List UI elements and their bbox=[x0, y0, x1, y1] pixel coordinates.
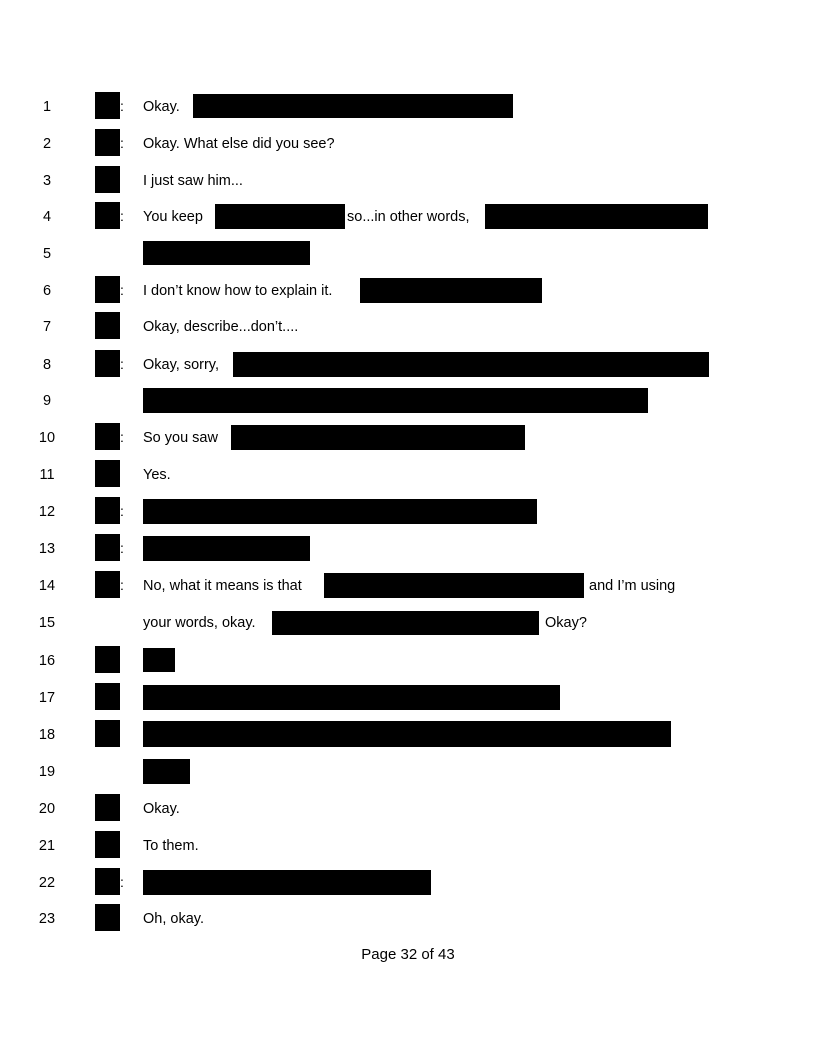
speaker-redaction bbox=[95, 683, 120, 710]
speaker-colon: : bbox=[120, 282, 124, 298]
transcript-line-6 bbox=[0, 276, 816, 306]
line-text: Okay. What else did you see? bbox=[143, 136, 335, 152]
line-text: and I’m using bbox=[589, 578, 676, 594]
speaker-colon: : bbox=[120, 208, 124, 224]
speaker-redaction bbox=[95, 571, 120, 598]
transcript-line-22 bbox=[0, 868, 816, 898]
line-text: I don’t know how to explain it. bbox=[143, 283, 333, 299]
line-number: 23 bbox=[38, 911, 56, 927]
transcript-line-19 bbox=[0, 757, 816, 787]
speaker-redaction bbox=[95, 129, 120, 156]
line-text: Okay. bbox=[143, 99, 180, 115]
transcript-line-4 bbox=[0, 202, 816, 232]
redaction-block bbox=[324, 573, 584, 598]
speaker-redaction bbox=[95, 720, 120, 747]
line-number: 9 bbox=[42, 393, 52, 409]
redaction-block bbox=[143, 499, 537, 524]
speaker-colon: : bbox=[120, 874, 124, 890]
speaker-redaction bbox=[95, 276, 120, 303]
speaker-redaction bbox=[95, 202, 120, 229]
transcript-line-23 bbox=[0, 904, 816, 934]
redaction-block bbox=[193, 94, 513, 118]
line-number: 14 bbox=[38, 578, 56, 594]
transcript-line-7 bbox=[0, 312, 816, 342]
transcript-line-16 bbox=[0, 646, 816, 676]
transcript-line-2 bbox=[0, 129, 816, 159]
speaker-colon: : bbox=[120, 98, 124, 114]
line-number: 1 bbox=[42, 99, 52, 115]
line-text: To them. bbox=[143, 838, 199, 854]
line-text: No, what it means is that bbox=[143, 578, 302, 594]
transcript-line-11 bbox=[0, 460, 816, 490]
transcript-line-20 bbox=[0, 794, 816, 824]
line-number: 10 bbox=[38, 430, 56, 446]
speaker-redaction bbox=[95, 868, 120, 895]
line-number: 20 bbox=[38, 801, 56, 817]
line-number: 8 bbox=[42, 357, 52, 373]
transcript-line-18 bbox=[0, 720, 816, 750]
redaction-block bbox=[143, 648, 175, 672]
speaker-redaction bbox=[95, 794, 120, 821]
redaction-block bbox=[360, 278, 542, 303]
line-number: 2 bbox=[42, 136, 52, 152]
transcript-line-10 bbox=[0, 423, 816, 453]
speaker-redaction bbox=[95, 350, 120, 377]
redaction-block bbox=[143, 759, 190, 784]
speaker-colon: : bbox=[120, 503, 124, 519]
line-number: 7 bbox=[42, 319, 52, 335]
redaction-block bbox=[231, 425, 525, 450]
line-number: 15 bbox=[38, 615, 56, 631]
line-number: 18 bbox=[38, 727, 56, 743]
speaker-redaction bbox=[95, 312, 120, 339]
line-text: I just saw him... bbox=[143, 173, 243, 189]
line-number: 12 bbox=[38, 504, 56, 520]
speaker-redaction bbox=[95, 423, 120, 450]
line-number: 4 bbox=[42, 209, 52, 225]
redaction-block bbox=[272, 611, 539, 635]
line-number: 17 bbox=[38, 690, 56, 706]
redaction-block bbox=[485, 204, 708, 229]
speaker-colon: : bbox=[120, 356, 124, 372]
transcript-line-5 bbox=[0, 239, 816, 269]
transcript-line-12 bbox=[0, 497, 816, 527]
speaker-redaction bbox=[95, 460, 120, 487]
line-text: so...in other words, bbox=[347, 209, 470, 225]
transcript-line-9 bbox=[0, 386, 816, 416]
line-number: 22 bbox=[38, 875, 56, 891]
line-number: 21 bbox=[38, 838, 56, 854]
line-number: 11 bbox=[39, 467, 55, 483]
line-text: Oh, okay. bbox=[143, 911, 204, 927]
speaker-redaction bbox=[95, 92, 120, 119]
transcript-line-14 bbox=[0, 571, 816, 601]
speaker-colon: : bbox=[120, 577, 124, 593]
line-text: Okay, sorry, bbox=[143, 357, 219, 373]
speaker-redaction bbox=[95, 904, 120, 931]
line-number: 5 bbox=[42, 246, 52, 262]
transcript-line-1 bbox=[0, 92, 816, 122]
transcript-line-21 bbox=[0, 831, 816, 861]
line-text: Yes. bbox=[143, 467, 171, 483]
redaction-block bbox=[143, 870, 431, 895]
line-number: 19 bbox=[38, 764, 56, 780]
redaction-block bbox=[215, 204, 345, 229]
speaker-redaction bbox=[95, 646, 120, 673]
speaker-redaction bbox=[95, 534, 120, 561]
line-number: 6 bbox=[42, 283, 52, 299]
speaker-redaction bbox=[95, 166, 120, 193]
redaction-block bbox=[143, 241, 310, 265]
speaker-colon: : bbox=[120, 540, 124, 556]
redaction-block bbox=[143, 685, 560, 710]
line-number: 13 bbox=[38, 541, 56, 557]
redaction-block bbox=[143, 388, 648, 413]
line-text: your words, okay. bbox=[143, 615, 256, 631]
line-text: Okay. bbox=[143, 801, 180, 817]
speaker-redaction bbox=[95, 831, 120, 858]
transcript-line-15 bbox=[0, 608, 816, 638]
redaction-block bbox=[233, 352, 709, 377]
redaction-block bbox=[143, 536, 310, 561]
line-number: 16 bbox=[38, 653, 56, 669]
transcript-line-3 bbox=[0, 166, 816, 196]
transcript-line-13 bbox=[0, 534, 816, 564]
redaction-block bbox=[143, 721, 671, 747]
speaker-colon: : bbox=[120, 135, 124, 151]
transcript-line-8 bbox=[0, 350, 816, 380]
line-text: Okay, describe...don’t.... bbox=[143, 319, 299, 335]
line-number: 3 bbox=[42, 173, 52, 189]
page-number: Page 32 of 43 bbox=[361, 946, 455, 963]
line-text: Okay? bbox=[545, 615, 587, 631]
line-text: So you saw bbox=[143, 430, 218, 446]
line-text: You keep bbox=[143, 209, 203, 225]
transcript-line-17 bbox=[0, 683, 816, 713]
speaker-colon: : bbox=[120, 429, 124, 445]
speaker-redaction bbox=[95, 497, 120, 524]
